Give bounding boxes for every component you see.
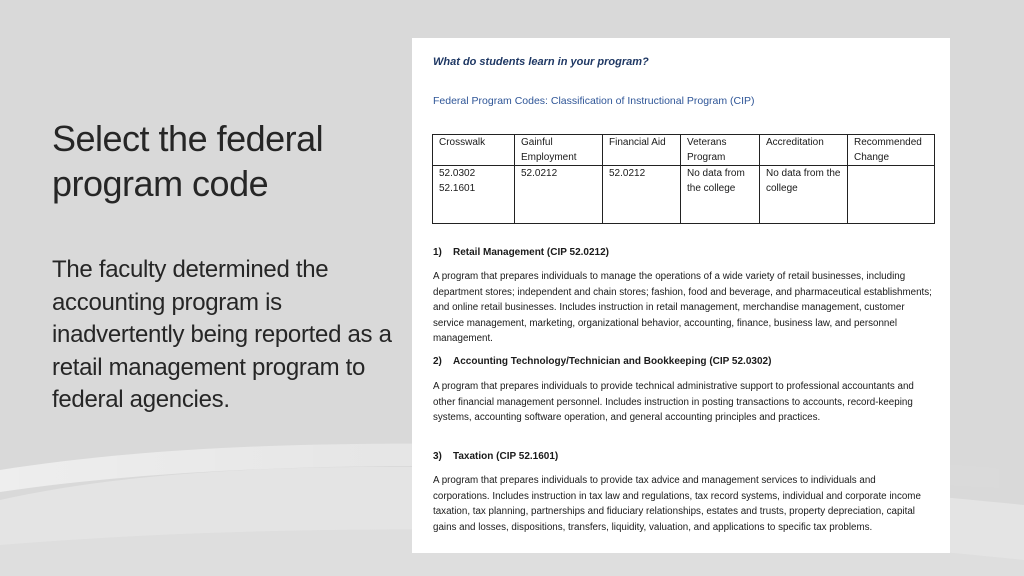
- table-header-cell: Financial Aid: [603, 135, 681, 166]
- program-number: 3): [433, 451, 442, 462]
- table-header-cell: Veterans Program: [681, 135, 760, 166]
- table-cell: 52.0302 52.1601: [433, 166, 515, 224]
- slide-title: Select the federal program code: [52, 118, 324, 204]
- program-heading-accounting: [433, 356, 771, 367]
- table-row: [433, 166, 935, 224]
- table-cell: 52.0212: [515, 166, 603, 224]
- table-cell: No data from the college: [681, 166, 760, 224]
- table-header-cell: Crosswalk: [433, 135, 515, 166]
- table-header-cell: Gainful Employment: [515, 135, 603, 166]
- program-heading-retail: [433, 247, 609, 258]
- program-title: Accounting Technology/Technician and Bookkeeping (CIP 52.0302): [453, 356, 772, 367]
- program-title: Retail Management (CIP 52.0212): [453, 247, 609, 258]
- document-question: What do students learn in your program?: [433, 56, 649, 68]
- program-number: 1): [433, 247, 442, 258]
- document-subtitle: Federal Program Codes: Classification of Instructional Program (CIP): [433, 95, 755, 107]
- program-description-accounting: A program that prepares individuals to provide technical administrative support to professional accountants and other financial management personnel. Includes instruction in posting transactions to accounts, record-keeping systems, accounting software operation, and general accounting principles and practices.: [433, 381, 914, 424]
- table-cell: No data from the college: [760, 166, 848, 224]
- table-header-row: [433, 135, 935, 166]
- program-heading-taxation: [433, 451, 558, 462]
- program-description-retail: A program that prepares individuals to manage the operations of a wide variety of retail businesses, including department stores; independent and chain stores; fashion, food and beverage, and pharmaceutical establishments; and online retail businesses. Includes instruction in retail management, merchandise management, customer service management, marketing, organizational behavior, accounting, finance, business law, and personnel management.: [433, 271, 932, 345]
- slide-body-text: The faculty determined the accounting program is inadvertently being reported as a retail management program to federal agencies.: [52, 256, 392, 413]
- program-title: Taxation (CIP 52.1601): [453, 451, 559, 462]
- table-cell: [848, 166, 935, 224]
- program-number: 2): [433, 356, 442, 367]
- cip-table: [432, 134, 935, 224]
- table-header-cell: Recommended Change: [848, 135, 935, 166]
- table-cell: 52.0212: [603, 166, 681, 224]
- program-description-taxation: A program that prepares individuals to provide tax advice and management services to individuals and corporations. Includes instruction in tax law and regulations, tax record systems, individual and corporate income taxation, tax planning, partnerships and fiduciary relationships, estates and trusts, property depreciation, capital gains and losses, dispositions, transfers, liquidity, valuation, and applications to specific tax problems.: [433, 475, 921, 533]
- table-header-cell: Accreditation: [760, 135, 848, 166]
- program-document: [412, 38, 950, 553]
